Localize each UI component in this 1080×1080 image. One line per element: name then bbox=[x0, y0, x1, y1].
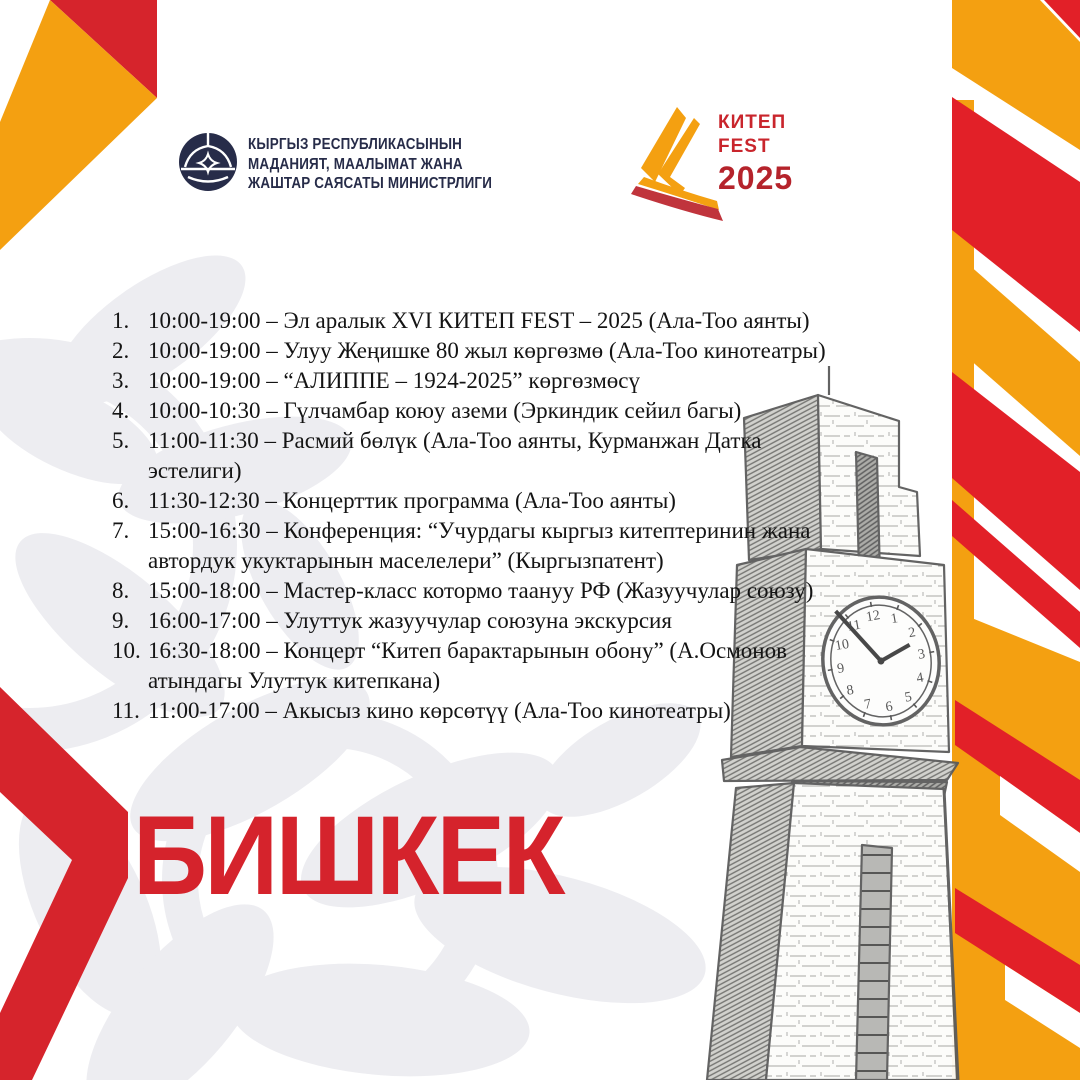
schedule-item bbox=[112, 486, 878, 516]
schedule-item-text: 10:00-19:00 – Улуу Жеңишке 80 жыл көргөзмө (Ала-Тоо кинотеатры) bbox=[148, 338, 826, 363]
schedule-item-number: 11. bbox=[112, 698, 140, 723]
schedule-item-text: 10:00-19:00 – “АЛИППЕ – 1924-2025” көргөзмөсү bbox=[148, 368, 640, 393]
schedule-item bbox=[112, 606, 878, 636]
schedule-item bbox=[112, 336, 878, 366]
schedule-item-text: 16:30-18:00 – Концерт “Китеп барактарынын обону” (А.Осмонов bbox=[148, 638, 787, 663]
svg-text:1: 1 bbox=[889, 611, 900, 628]
schedule-item-number: 4. bbox=[112, 398, 130, 423]
schedule-list bbox=[112, 306, 878, 726]
schedule-item-number: 2. bbox=[112, 338, 130, 363]
ministry-name-line: ЖАШТАР САЯСАТЫ МИНИСТРЛИГИ bbox=[248, 175, 493, 192]
schedule-item bbox=[112, 396, 878, 426]
tunduk-globe-icon bbox=[178, 132, 238, 192]
schedule-item-number: 3. bbox=[112, 368, 130, 393]
svg-text:7: 7 bbox=[863, 696, 873, 713]
schedule-item bbox=[112, 516, 878, 576]
schedule-item-text: 11:00-11:30 – Расмий бөлүк (Ала-Тоо аянты, Курманжан Датка bbox=[148, 428, 762, 453]
right-ribbon-band bbox=[952, 0, 1080, 1080]
city-title: БИШКЕК bbox=[133, 793, 563, 918]
schedule-item-text: 16:00-17:00 – Улуттук жазуучулар союзуна экскурсия bbox=[148, 608, 672, 633]
schedule-item bbox=[112, 426, 878, 486]
schedule-item bbox=[112, 576, 878, 606]
schedule-item bbox=[112, 636, 878, 696]
schedule-item-text: 11:30-12:30 – Концерттик программа (Ала-Тоо аянты) bbox=[148, 488, 676, 513]
schedule-item bbox=[112, 366, 878, 396]
svg-text:5: 5 bbox=[903, 689, 914, 706]
schedule-item-text: 10:00-10:30 – Гүлчамбар коюу аземи (Эркиндик сейил багы) bbox=[148, 398, 742, 423]
schedule-item bbox=[112, 306, 878, 336]
schedule-item-number: 5. bbox=[112, 428, 130, 453]
schedule-item-number: 9. bbox=[112, 608, 130, 633]
schedule-item-number: 10. bbox=[112, 638, 141, 663]
ministry-name-line: МАДАНИЯТ, МААЛЫМАТ ЖАНА bbox=[248, 155, 463, 173]
svg-text:3: 3 bbox=[916, 646, 927, 663]
svg-text:6: 6 bbox=[884, 699, 894, 716]
svg-text:4: 4 bbox=[915, 670, 925, 687]
fest-title: КИТЕП bbox=[718, 112, 787, 133]
svg-text:9: 9 bbox=[836, 661, 846, 678]
svg-text:2: 2 bbox=[907, 625, 917, 642]
svg-text:8: 8 bbox=[845, 682, 855, 699]
schedule-item bbox=[112, 696, 878, 726]
schedule-item-text: 15:00-16:30 – Конференция: “Учурдагы кыргыз китептеринин жана bbox=[148, 518, 811, 543]
svg-text:11: 11 bbox=[846, 617, 863, 635]
schedule-item-number: 1. bbox=[112, 308, 130, 333]
schedule-item-text: автордук укуктарынын маселелери” (Кыргызпатент) bbox=[148, 548, 664, 573]
schedule-item-number: 6. bbox=[112, 488, 130, 513]
ministry-name-line: КЫРГЫЗ РЕСПУБЛИКАСЫНЫН bbox=[248, 136, 463, 153]
schedule-item-number: 8. bbox=[112, 578, 130, 603]
svg-text:10: 10 bbox=[834, 636, 851, 655]
top-left-ribbon bbox=[0, 0, 157, 250]
schedule-item-text: 15:00-18:00 – Мастер-класс котормо таануу РФ (Жазуучулар союзу) bbox=[148, 578, 814, 603]
schedule-item-text: 11:00-17:00 – Акысыз кино көрсөтүү (Ала-Тоо кинотеатры) bbox=[148, 698, 731, 723]
schedule-item-number: 7. bbox=[112, 518, 130, 543]
schedule-item-text: эстелиги) bbox=[148, 458, 242, 483]
open-book-icon bbox=[622, 98, 732, 233]
schedule-item-text: атындагы Улуттук китепкана) bbox=[148, 668, 441, 693]
fest-subtitle: FEST bbox=[718, 136, 771, 157]
schedule-item-text: 10:00-19:00 – Эл аралык XVI КИТЕП FEST – 2025 (Ала-Тоо аянты) bbox=[148, 308, 810, 333]
svg-text:12: 12 bbox=[864, 608, 882, 626]
ministry-header bbox=[178, 132, 539, 194]
ministry-name bbox=[248, 135, 492, 194]
fest-year: 2025 bbox=[718, 160, 794, 196]
fest-wordmark bbox=[718, 112, 793, 197]
